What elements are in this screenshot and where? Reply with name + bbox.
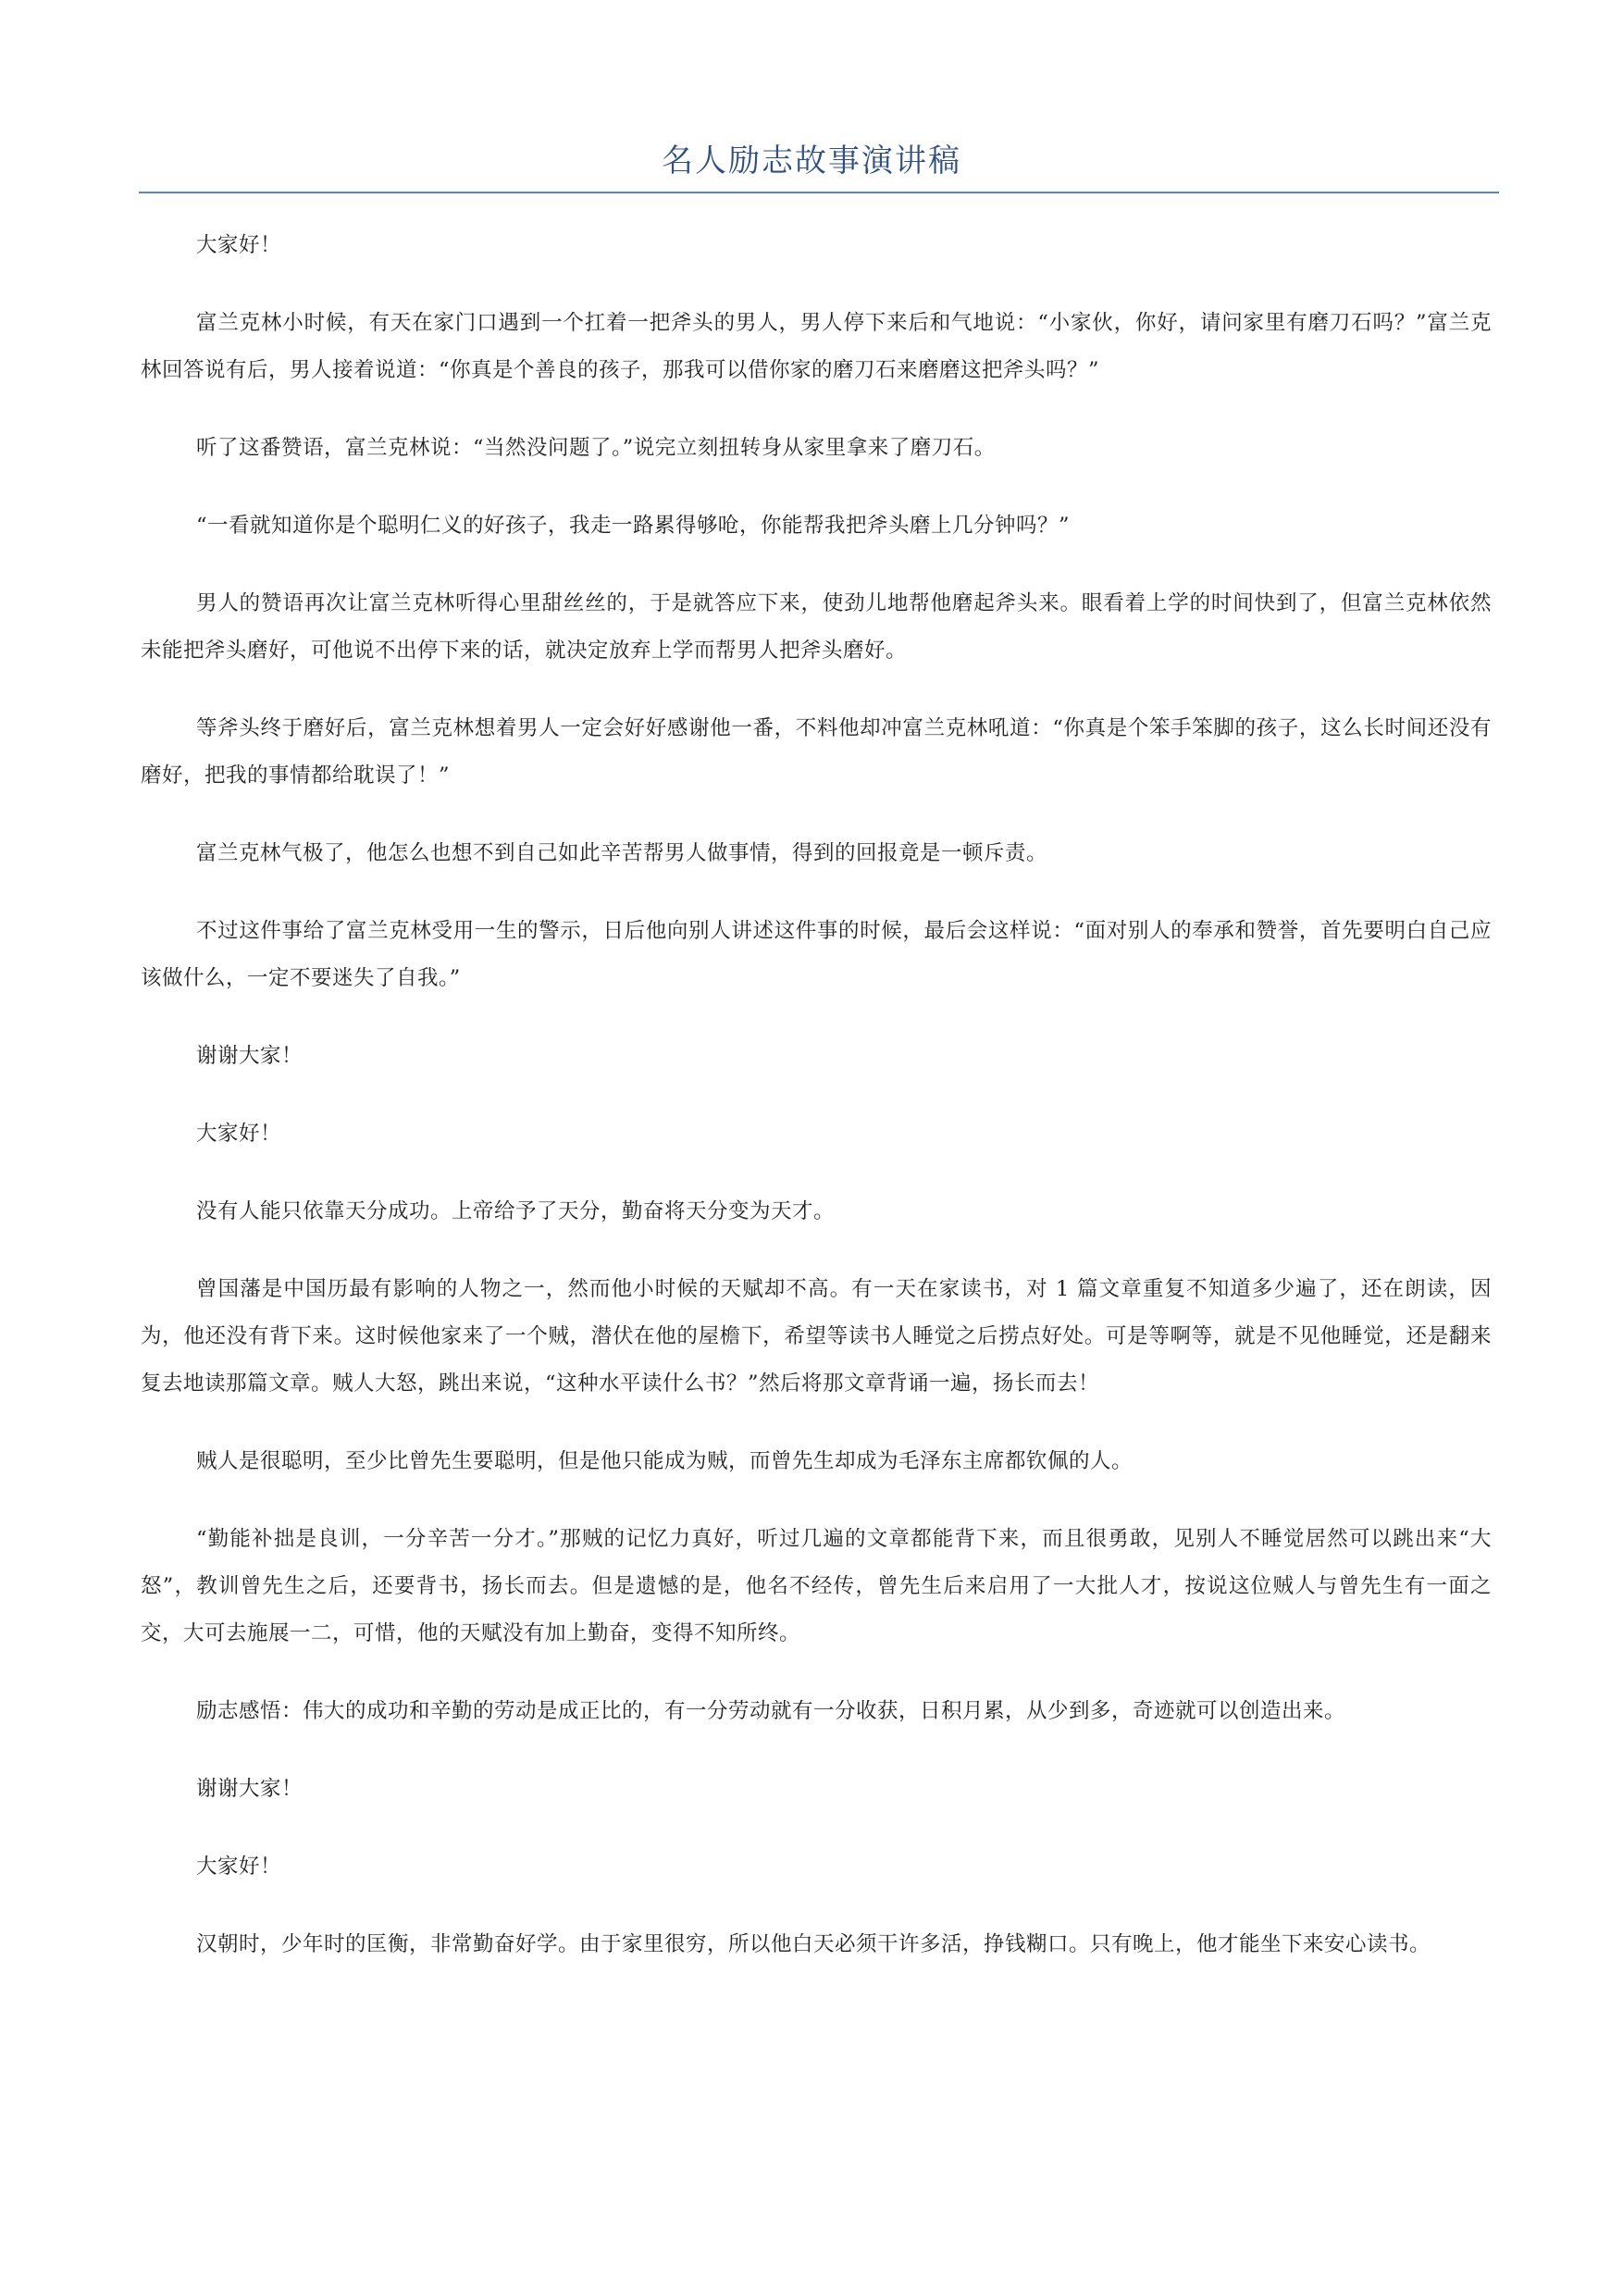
document-title: 名人励志故事演讲稿	[662, 143, 961, 180]
paragraph: 富兰克林小时候，有天在家门口遇到一个扛着一把斧头的男人，男人停下来后和气地说：“小家伙，你好，请问家里有磨刀石吗？”富兰克林回答说有后，男人接着说道：“你真是个善良的孩子，那我可以借你家的磨刀石来磨磨这把斧头吗？”	[141, 311, 1492, 382]
paragraph-greeting: 大家好！	[196, 1855, 282, 1879]
paragraph: 男人的赞语再次让富兰克林听得心里甜丝丝的，于是就答应下来，使劲儿地帮他磨起斧头来。眼看着上学的时间快到了，但富兰克林依然未能把斧头磨好，可他说不出停下来的话，就决定放弃上学而帮男人把斧头磨好。	[141, 591, 1492, 663]
paragraph: 富兰克林气极了，他怎么也想不到自己如此辛苦帮男人做事情，得到的回报竟是一顿斥责。	[196, 841, 1048, 865]
paragraph: 没有人能只依靠天分成功。上帝给予了天分，勤奋将天分变为天才。	[196, 1199, 836, 1223]
paragraph: 曾国藩是中国历最有影响的人物之一，然而他小时候的天赋却不高。有一天在家读书，对 1 篇文章重复不知道多少遍了，还在朗读，因为，他还没有背下来。这时候他家来了一个贼，潜伏在他的屋檐下，希望等读书人睡觉之后捞点好处。可是等啊等，就是不见他睡觉，还是翻来复去地读那篇文章。贼人大怒，跳出来说，“这种水平读什么书？”然后将那文章背诵一遍，扬长而去！	[141, 1277, 1492, 1396]
paragraph: 听了这番赞语，富兰克林说：“当然没问题了。”说完立刻扭转身从家里拿来了磨刀石。	[196, 436, 996, 460]
paragraph-greeting: 大家好！	[196, 233, 282, 257]
paragraph: 不过这件事给了富兰克林受用一生的警示，日后他向别人讲述这件事的时候，最后会这样说：“面对别人的奉承和赞誉，首先要明白自己应该做什么，一定不要迷失了自我。”	[141, 919, 1492, 990]
document-body	[141, 222, 1492, 1999]
paragraph: 励志感悟：伟大的成功和辛勤的劳动是成正比的，有一分劳动就有一分收获，日积月累，从少到多，奇迹就可以创造出来。	[196, 1699, 1346, 1723]
paragraph: 等斧头终于磨好后，富兰克林想着男人一定会好好感谢他一番，不料他却冲富兰克林吼道：“你真是个笨手笨脚的孩子，这么长时间还没有磨好，把我的事情都给耽误了！”	[141, 716, 1492, 788]
paragraph: 贼人是很聪明，至少比曾先生要聪明，但是他只能成为贼，而曾先生却成为毛泽东主席都钦佩的人。	[196, 1449, 1134, 1473]
paragraph-greeting: 大家好！	[196, 1122, 282, 1146]
title-underline	[139, 192, 1499, 193]
paragraph-thanks: 谢谢大家！	[196, 1044, 304, 1068]
paragraph-thanks: 谢谢大家！	[196, 1777, 304, 1801]
paragraph: “勤能补拙是良训，一分辛苦一分才。”那贼的记忆力真好，听过几遍的文章都能背下来，而且很勇敢，见别人不睡觉居然可以跳出来“大怒”，教训曾先生之后，还要背书，扬长而去。但是遗憾的是，他名不经传，曾先生后来启用了一大批人才，按说这位贼人与曾先生有一面之交，大可去施展一二，可惜，他的天赋没有加上勤奋，变得不知所终。	[141, 1527, 1492, 1645]
paragraph: “一看就知道你是个聪明仁义的好孩子，我走一路累得够呛，你能帮我把斧头磨上几分钟吗？”	[196, 514, 1071, 538]
paragraph: 汉朝时，少年时的匡衡，非常勤奋好学。由于家里很穷，所以他白天必须干许多活，挣钱糊口。只有晚上，他才能坐下来安心读书。	[196, 1932, 1431, 1956]
